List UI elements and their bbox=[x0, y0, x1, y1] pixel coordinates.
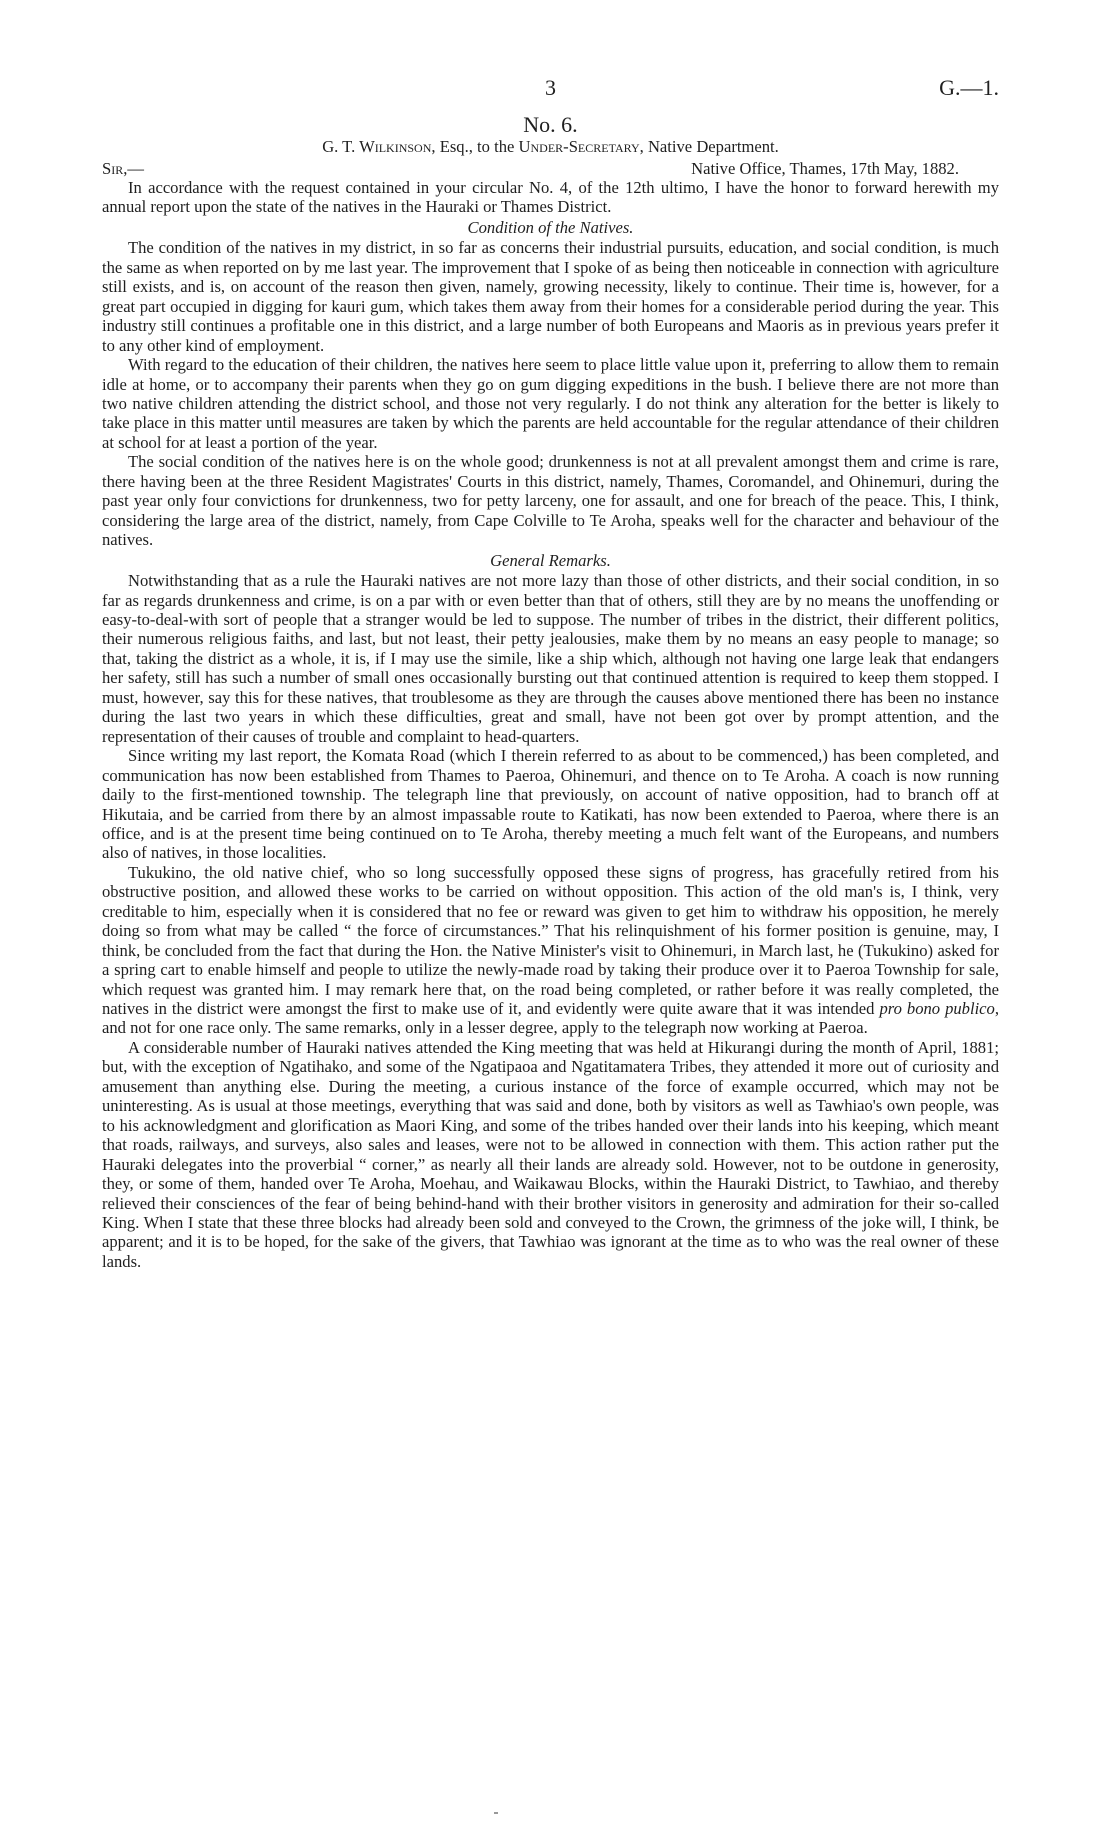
intro-paragraph: In accordance with the request contained in your circular No. 4, of the 12th ultimo, I have the honor to forward herewith my annual report upon the state of the natives in the Hauraki or Thames District. bbox=[102, 178, 999, 217]
recipient-department: , Native Department. bbox=[639, 137, 779, 156]
section-heading-general-remarks: General Remarks. bbox=[490, 550, 611, 570]
paragraph: A considerable number of Hauraki natives attended the King meeting that was held at Hikurangi during the month of April, 1881; but, with the exception of Ngatihako, and some of the Ngatipaoa and Ngatitamatera Tribes, they attended it more out of curiosity and amusement than anything else. During the meeting, a curious instance of the force of example occurred, which may not be uninteresting. As is usual at those meetings, everything that was said and done, both by visitors as well as Tawhiao's own people, was to his acknowledgment and glorification as Maori King, and some of the tribes handed over their lands into his keeping, which meant that roads, railways, and surveys, also sales and leases, were not to be allowed in connection with them. This action rather put the Hauraki delegates into the proverbial “ corner,” as nearly all their lands are already sold. However, not to be outdone in generosity, they, or some of them, handed over Te Aroha, Moehau, and Waikawau Blocks, within the Hauraki District, to Tawhiao, and thereby relieved their consciences of the fear of being behind-hand with their brother visitors in generosity and admiration for their so-called King. When I state that these three blocks had already been sold and conveyed to the Crown, the grimness of the joke will, I think, be apparent; and it is to be hoped, for the sake of the givers, that Tawhiao was ignorant at the time as to who was the real owner of these lands. bbox=[102, 1037, 999, 1271]
text-run: , and not for one race only. The same remarks, only in a lesser degree, apply to the telegraph now working at Paeroa. bbox=[102, 999, 1000, 1038]
paragraph: With regard to the education of their children, the natives here seem to place little value upon it, preferring to allow them to remain idle at home, or to accompany their parents when they go on gum digging expeditions in the bush. I believe there are not more than two native children attending the district school, and those not very regularly. I do not think any alteration for the better is likely to take place in this matter until measures are taken by which the parents are held accountable for the regular attendance of their children at school for at least a portion of the year. bbox=[102, 355, 999, 452]
sender-suffix: , Esq., to the bbox=[431, 137, 519, 156]
sender-name: G. T. Wilkinson bbox=[322, 137, 432, 156]
page-number: 3 bbox=[545, 75, 556, 100]
running-header bbox=[102, 75, 999, 112]
recipient-title: Under-Secretary bbox=[518, 137, 640, 156]
paragraph: Since writing my last report, the Komata Road (which I therein referred to as about to be commenced,) has been completed, and communication has now been established from Thames to Paeroa, Ohinemuri, and thence on to Te Aroha. A coach is now running daily to the first-mentioned township. The telegraph line that previously, on account of native opposition, had to branch off at Hikutaia, and be carried from there by an almost impassable route to Katikati, has now been extended to Paeroa, where there is an office, and is at the present time being continued on to Te Aroha, thereby meeting a much felt want of the Europeans, and numbers also of natives, in those localities. bbox=[102, 746, 999, 863]
paragraph: The condition of the natives in my district, in so far as concerns their industrial pursuits, education, and social condition, is much the same as when reported on by me last year. The improvement that I spoke of as being then noticeable in connection with agriculture still exists, and is, on account of the reason then given, namely, growing necessity, likely to continue. Their time is, however, for a great part occupied in digging for kauri gum, which takes them away from their homes for a considerable period during the year. This industry still continues a profitable one in this district, and a large number of both Europeans and Maoris as in previous years prefer it to any other kind of employment. bbox=[102, 238, 999, 355]
document-page bbox=[102, 75, 1000, 1271]
latin-phrase: pro bono publico bbox=[879, 999, 995, 1019]
paragraph-tukukino bbox=[102, 863, 999, 1038]
document-code: G.—1. bbox=[939, 75, 999, 100]
paragraph: The social condition of the natives here is on the whole good; drunkenness is not at all prevalent amongst them and crime is rare, there having been at the three Resident Magistrates' Courts in this district, namely, Thames, Coromandel, and Ohinemuri, during the past year only four convictions for drunkenness, two for petty larceny, one for assault, and one for breach of the peace. This, I think, considering the large area of the district, namely, from Cape Colville to Te Aroha, speaks well for the character and behaviour of the natives. bbox=[102, 452, 999, 550]
place-date: Native Office, Thames, 17th May, 1882. bbox=[691, 159, 959, 178]
text-run: Tukukino, the old native chief, who so long successfully opposed these signs of progress, has gracefully retired from his obstructive position, and allowed these works to be carried on without opposition. This action of the old man's is, I think, very creditable to him, especially when it is considered that no fee or reward was given to get him to withdraw his opposition, he merely doing so from what may be called “ the force of circumstances.” That his relinquishment of his former position is genuine, may, I think, be concluded from the fact that during the Hon. the Native Minister's visit to Ohinemuri, in March last, he (Tukukino) asked for a spring cart to enable himself and people to utilize the newly-made road by taking their produce over it to Paeroa Township for sale, which request was granted him. I may remark here that, on the road being completed, or rather before it was really completed, the natives in the district were amongst the first to make use of it, and evidently were quite aware that it was intended bbox=[102, 862, 999, 1019]
letter-number: No. 6. bbox=[523, 112, 578, 137]
letter-heading bbox=[102, 137, 999, 157]
page-mark bbox=[494, 1812, 498, 1814]
paragraph: Notwithstanding that as a rule the Hauraki natives are not more lazy than those of other districts, and their social condition, in so far as regards drunkenness and crime, is on a par with or even better than that of others, still they are by no means the unoffending or easy-to-deal-with sort of people that a stranger would be led to suppose. The number of tribes in the district, their different politics, their numerous religious faiths, and last, but not least, their petty jealousies, make them by no means an easy people to manage; so that, taking the district as a whole, it is, if I may use the simile, like a ship which, although not having one large leak that endangers her safety, still has such a number of small ones occasionally bursting out that continued attention is required to keep them stopped. I must, however, say this for these natives, that troublesome as they are through the causes above mentioned there has been no instance during the last two years in which these difficulties, great and small, have not been got over by prompt attention, and the representation of their causes of trouble and complaint to head-quarters. bbox=[102, 571, 999, 746]
section-heading-condition: Condition of the Natives. bbox=[467, 217, 634, 237]
salutation-row bbox=[102, 157, 999, 178]
salutation: Sir,— bbox=[102, 159, 144, 178]
